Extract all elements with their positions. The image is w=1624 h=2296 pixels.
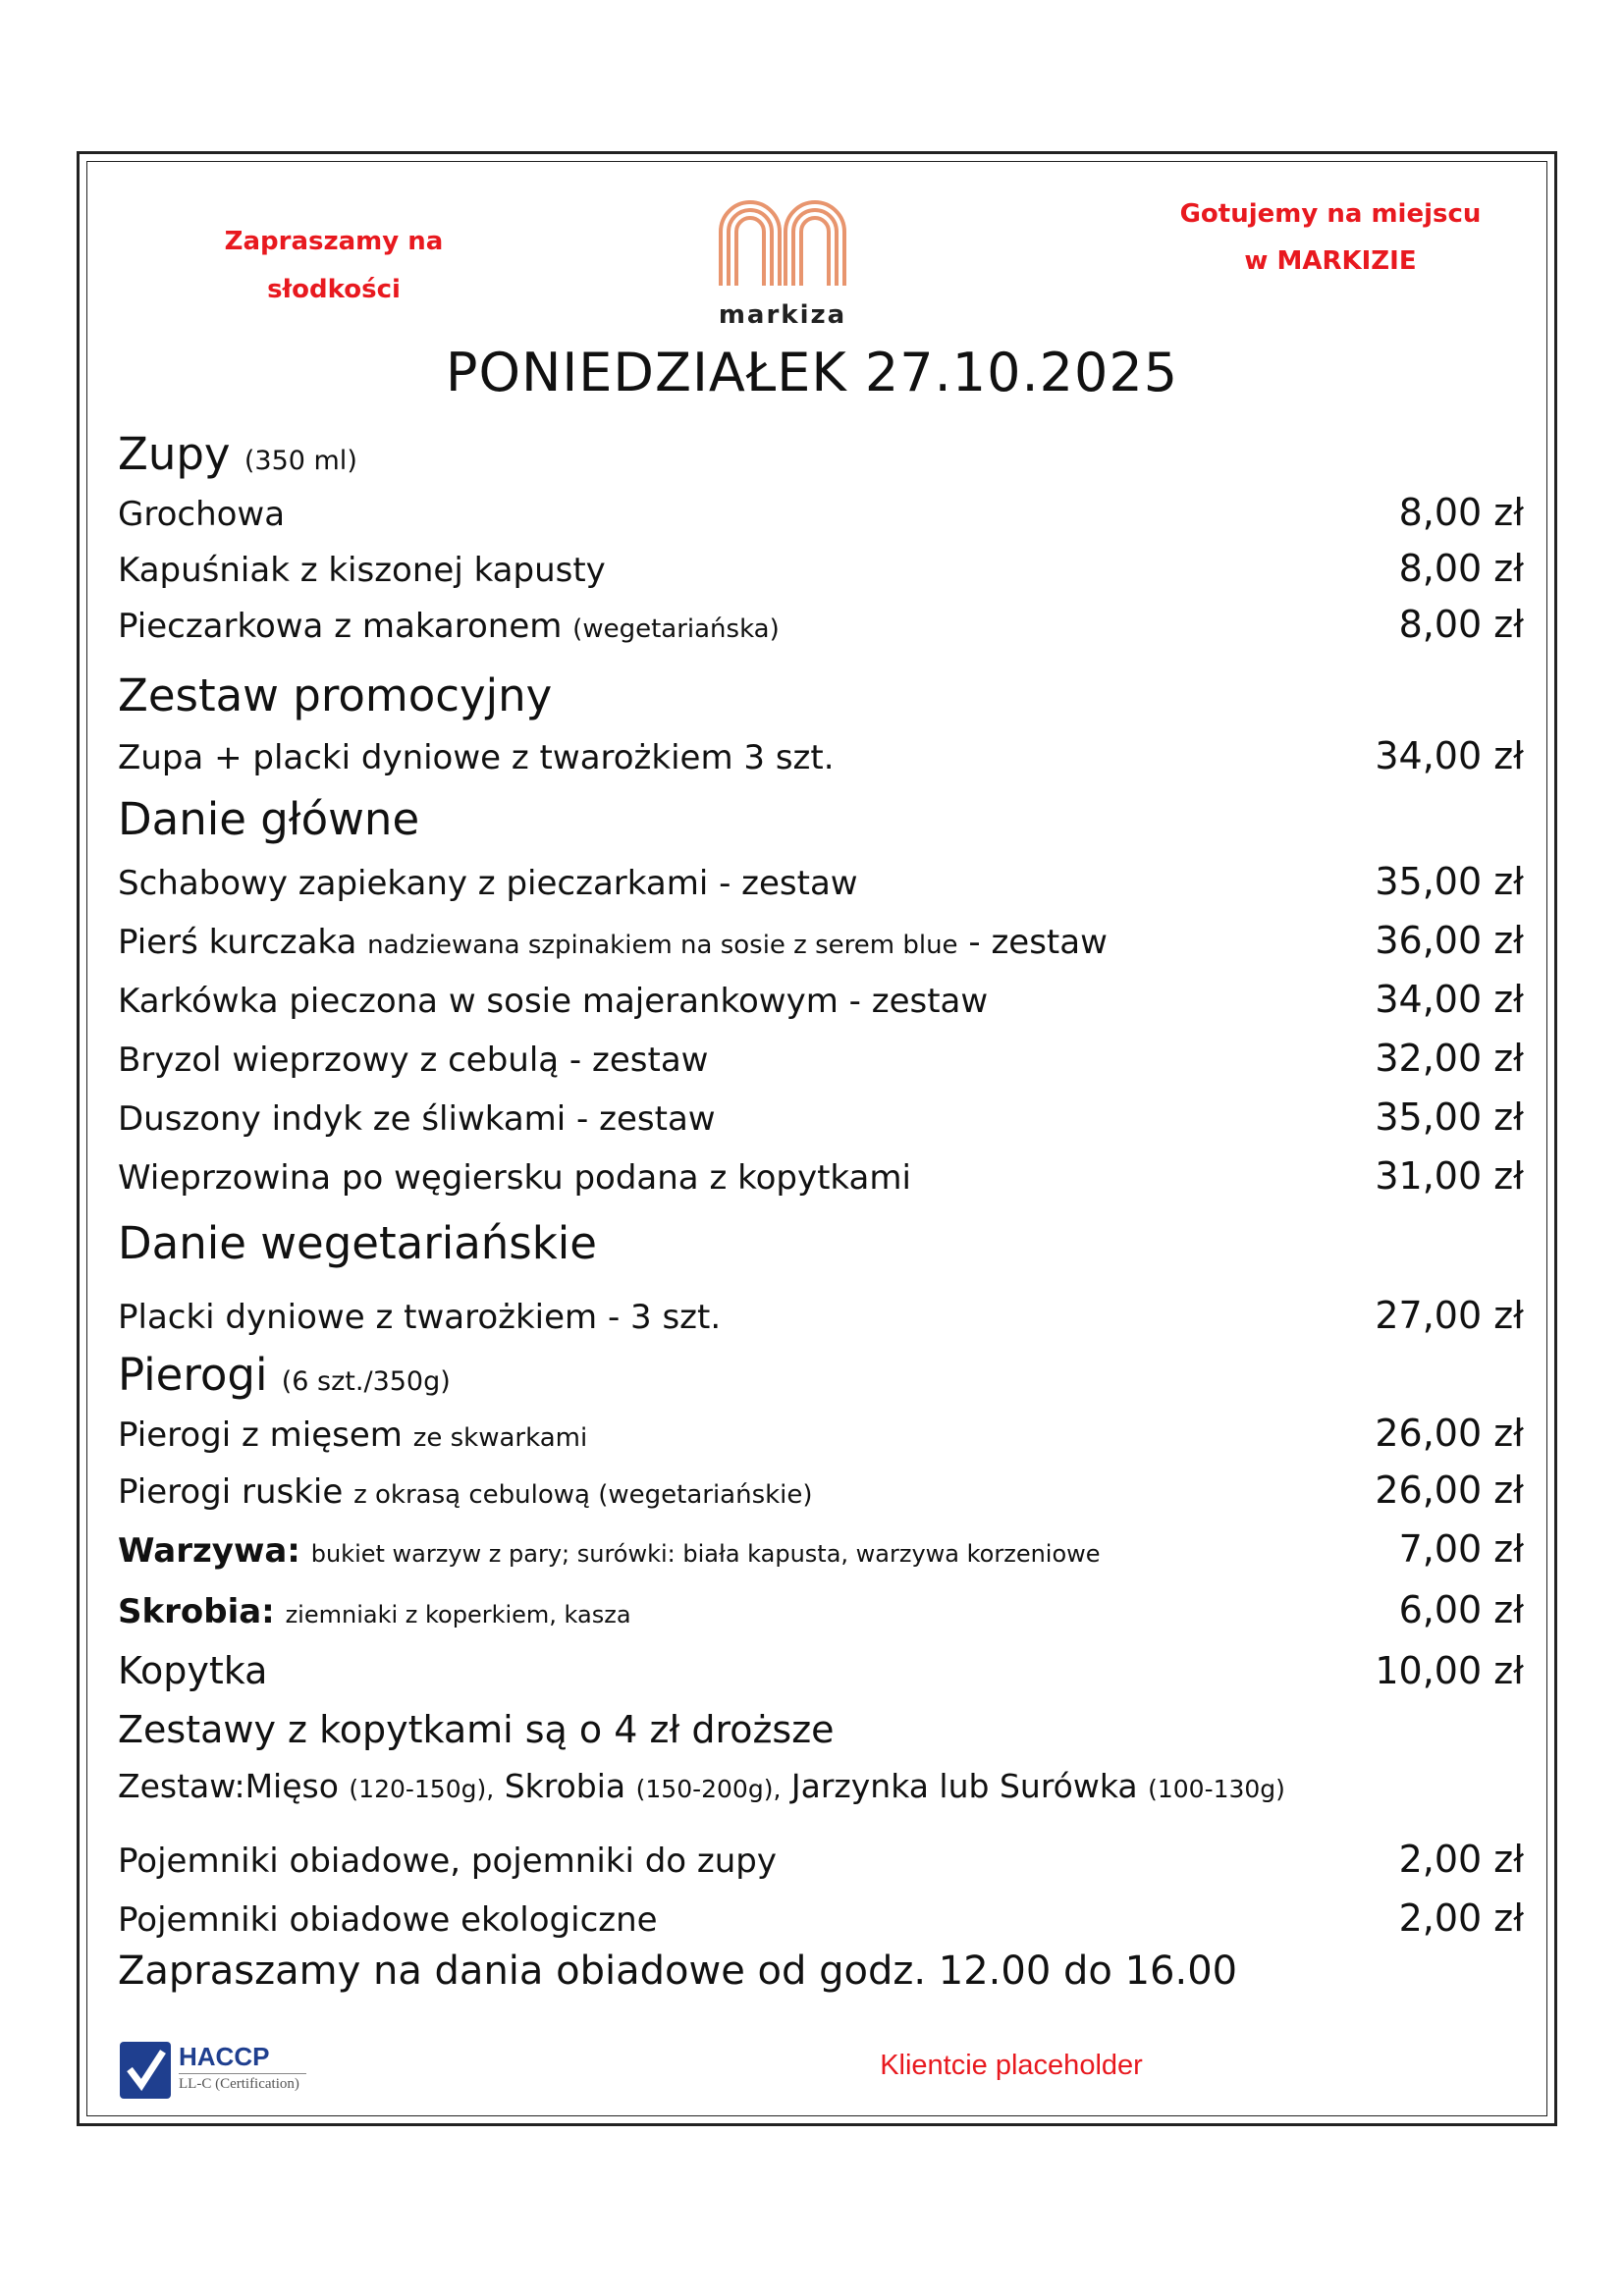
opening-hours: Zapraszamy na dania obiadowe od godz. 12.00 do 16.00 — [118, 1949, 1238, 1994]
haccp-subtitle: LL-C (Certification) — [179, 2073, 306, 2093]
sweets-invite — [196, 218, 471, 314]
menu-row — [118, 1649, 1524, 1692]
page-title: PONIEDZIAŁEK 27.10.2025 — [445, 342, 1179, 403]
item-name — [118, 923, 1108, 962]
item-note: z okrasą cebulową (wegetariańskie) — [353, 1480, 813, 1510]
menu-row — [118, 603, 1524, 646]
haccp-check-icon — [118, 2040, 173, 2101]
veg-weight: (100-130g) — [1148, 1775, 1285, 1803]
item-name: Placki dyniowe z twarożkiem - 3 szt. — [118, 1298, 722, 1337]
starch-text: ziemniaki z koperkiem, kasza — [285, 1601, 631, 1629]
item-name: Wieprzowina po węgiersku podana z kopytkami — [118, 1158, 911, 1198]
item-price: 7,00 zł — [1398, 1527, 1524, 1571]
item-price: 34,00 zł — [1375, 734, 1524, 777]
item-name: Zupa + placki dyniowe z twarożkiem 3 szt. — [118, 738, 835, 777]
cooking-note — [1159, 190, 1502, 285]
logo-wordmark: markiza — [718, 300, 847, 330]
set-composition — [118, 1767, 1285, 1805]
item-name — [118, 1531, 1101, 1571]
menu-row — [118, 1896, 1524, 1940]
item-name: Duszony indyk ze śliwkami - zestaw — [118, 1099, 716, 1139]
soups-heading — [118, 428, 357, 480]
promo-heading: Zestaw promocyjny — [118, 669, 553, 721]
item-name — [118, 1415, 587, 1455]
item-name-main: Pieczarkowa z makaronem — [118, 607, 563, 646]
item-name: Bryzol wieprzowy z cebulą - zestaw — [118, 1041, 709, 1080]
menu-row — [118, 1294, 1524, 1337]
cooking-note-line-2: w MARKIZIE — [1244, 246, 1417, 276]
menu-row — [118, 1095, 1524, 1139]
item-note: ze skwarkami — [412, 1423, 588, 1453]
starch-label: Skrobia: — [118, 1592, 275, 1631]
item-price: 34,00 zł — [1375, 978, 1524, 1021]
item-price: 2,00 zł — [1398, 1896, 1524, 1940]
item-price: 35,00 zł — [1375, 860, 1524, 903]
menu-row — [118, 978, 1524, 1021]
cooking-note-line-1: Gotujemy na miejscu — [1179, 199, 1482, 229]
item-price: 31,00 zł — [1375, 1154, 1524, 1198]
pierogi-heading-note: (6 szt./350g) — [281, 1366, 451, 1397]
menu-row — [118, 547, 1524, 590]
item-price: 2,00 zł — [1398, 1838, 1524, 1881]
menu-row — [118, 919, 1524, 962]
item-name: Kapuśniak z kiszonej kapusty — [118, 551, 606, 590]
menu-row — [118, 860, 1524, 903]
vegetables-label: Warzywa: — [118, 1531, 300, 1571]
menu-row — [118, 1037, 1524, 1080]
item-name: Pojemniki obiadowe, pojemniki do zupy — [118, 1842, 778, 1881]
item-suffix: - zestaw — [968, 923, 1108, 962]
item-name — [118, 1592, 631, 1631]
item-price: 8,00 zł — [1398, 547, 1524, 590]
item-price: 8,00 zł — [1398, 603, 1524, 646]
item-price: 35,00 zł — [1375, 1095, 1524, 1139]
menu-row — [118, 734, 1524, 777]
soups-heading-label: Zupy — [118, 428, 231, 480]
item-name: Karkówka pieczona w sosie majerankowym - zestaw — [118, 982, 989, 1021]
item-price: 10,00 zł — [1375, 1649, 1524, 1692]
meat-weight: (120-150g), — [349, 1775, 495, 1803]
newsletter-note — [393, 2047, 1624, 2084]
kopytka-note: Zestawy z kopytkami są o 4 zł droższe — [118, 1708, 835, 1751]
item-price: 27,00 zł — [1375, 1294, 1524, 1337]
soups-heading-note: (350 ml) — [244, 446, 357, 476]
set-label: Zestaw:Mięso — [118, 1767, 339, 1805]
starch-set-label: Skrobia — [504, 1767, 626, 1805]
item-price: 8,00 zł — [1398, 491, 1524, 534]
newsletter-line-1: Klientcie placeholder — [880, 2050, 1143, 2081]
menu-row — [118, 1468, 1524, 1512]
item-price: 36,00 zł — [1375, 919, 1524, 962]
menu-row — [118, 491, 1524, 534]
item-name: Kopytka — [118, 1649, 268, 1692]
vegetarian-heading: Danie wegetariańskie — [118, 1217, 597, 1269]
item-price: 26,00 zł — [1375, 1468, 1524, 1512]
menu-row — [118, 1838, 1524, 1881]
haccp-title: HACCP — [179, 2042, 270, 2071]
starch-weight: (150-200g), — [635, 1775, 782, 1803]
menu-row — [118, 1154, 1524, 1198]
mains-heading: Danie główne — [118, 793, 420, 845]
menu-row — [118, 1588, 1524, 1631]
menu-row — [118, 1412, 1524, 1455]
item-name — [118, 1472, 813, 1512]
item-name: Grochowa — [118, 495, 286, 534]
item-name — [118, 607, 780, 646]
veg-set-label: Jarzynka lub Surówka — [790, 1767, 1138, 1805]
item-note: (wegetariańska) — [572, 614, 780, 644]
menu-row — [118, 1527, 1524, 1571]
pierogi-heading — [118, 1349, 451, 1401]
sweets-invite-line-2: słodkości — [267, 275, 401, 304]
pierogi-heading-label: Pierogi — [118, 1349, 268, 1401]
item-name-main: Pierś kurczaka — [118, 923, 357, 962]
markiza-logo — [709, 192, 856, 330]
item-price: 26,00 zł — [1375, 1412, 1524, 1455]
haccp-badge — [118, 2040, 314, 2101]
item-price: 32,00 zł — [1375, 1037, 1524, 1080]
vegetables-text: bukiet warzyw z pary; surówki: biała kapusta, warzywa korzeniowe — [310, 1540, 1101, 1568]
markiza-logo-mark-icon — [709, 192, 856, 291]
item-name-main: Pierogi z mięsem — [118, 1415, 403, 1455]
item-name: Schabowy zapiekany z pieczarkami - zestaw — [118, 864, 858, 903]
item-name: Pojemniki obiadowe ekologiczne — [118, 1900, 658, 1940]
item-note: nadziewana szpinakiem na sosie z serem blue — [367, 931, 958, 960]
item-price: 6,00 zł — [1398, 1588, 1524, 1631]
item-name-main: Pierogi ruskie — [118, 1472, 344, 1512]
sweets-invite-line-1: Zapraszamy na — [224, 227, 444, 256]
